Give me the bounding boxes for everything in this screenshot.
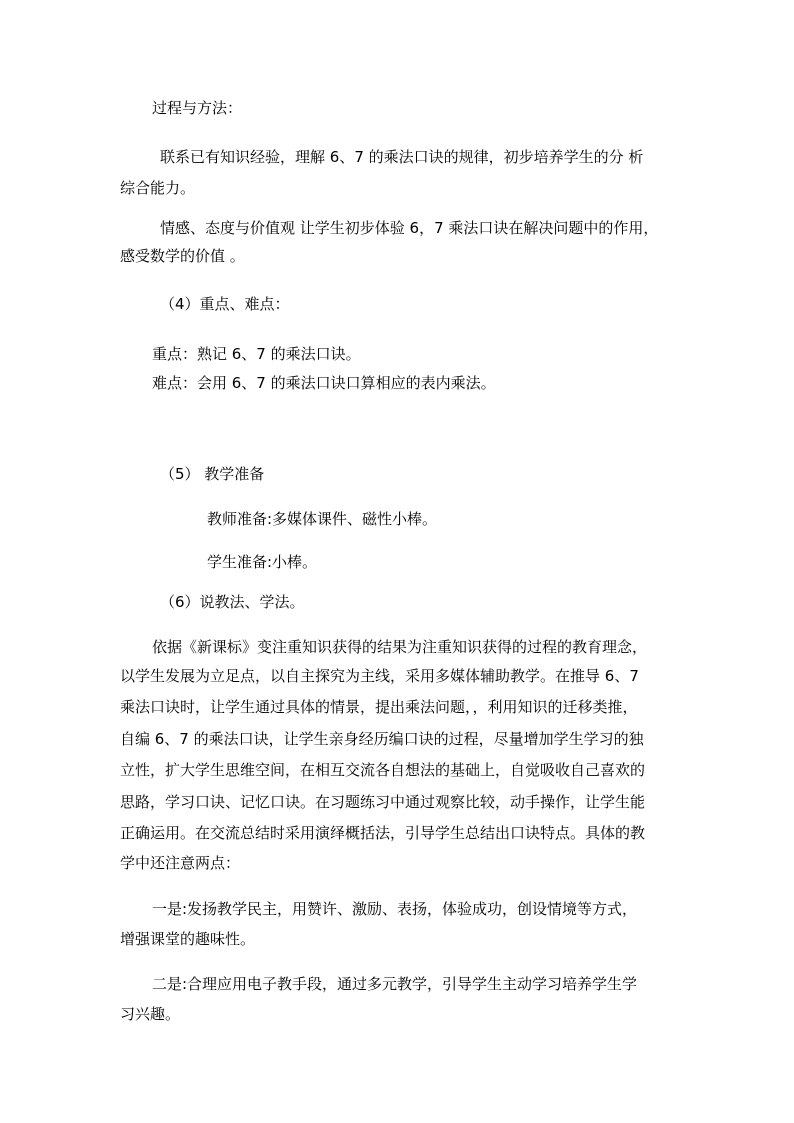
student-prep: 学生准备:小棒。	[207, 553, 318, 571]
emotion-text-line-1: 情感、态度与价值观 让学生初步体验 6，7 乘法口诀在解决问题中的作用，	[160, 219, 659, 237]
method-para-line-3: 乘法口诀时，让学生通过具体的情景，提出乘法问题，，利用知识的迁移类推，	[120, 698, 638, 716]
point-one-line-2: 增强课堂的趣味性。	[120, 930, 256, 948]
point-one-line-1: 一是:发扬教学民主，用赞许、激励、表扬，体验成功，创设情境等方式，	[152, 900, 638, 918]
key-heading: （4）重点、难点：	[160, 295, 290, 313]
method-para-line-4: 自编 6、7 的乘法口诀，让学生亲身经历编口诀的过程，尽量增加学生学习的独	[120, 730, 644, 748]
difficult-point: 难点：会用 6、7 的乘法口诀口算相应的表内乘法。	[152, 374, 496, 392]
key-point: 重点：熟记 6、7 的乘法口诀。	[152, 345, 361, 363]
method-heading: （6）说教法、学法。	[160, 593, 305, 611]
method-para-line-6: 思路，学习口诀、记忆口诀。在习题练习中通过观察比较，动手操作，让学生能	[120, 793, 646, 811]
method-para-line-8: 学中还注意两点：	[120, 854, 241, 872]
method-para-line-2: 以学生发展为立足点，以自主探究为主线，采用多媒体辅助教学。在推导 6、7	[120, 667, 639, 685]
prep-heading: （5） 教学准备	[160, 465, 265, 483]
method-para-line-7: 正确运用。在交流总结时采用演绎概括法，引导学生总结出口诀特点。具体的教	[120, 824, 646, 842]
point-two-line-1: 二是:合理应用电子教手段，通过多元教学，引导学生主动学习培养学生学	[152, 975, 638, 993]
method-para-line-5: 立性，扩大学生思维空间，在相互交流各自想法的基础上，自觉吸收自己喜欢的	[120, 761, 646, 779]
process-text-line-2: 综合能力。	[120, 179, 196, 197]
teacher-prep: 教师准备:多媒体课件、磁性小棒。	[207, 510, 438, 528]
point-two-line-2: 习兴趣。	[120, 1005, 181, 1023]
method-para-line-1: 依据《新课标》变注重知识获得的结果为注重知识获得的过程的教育理念，	[152, 638, 648, 656]
process-text-line-1: 联系已有知识经验，理解 6、7 的乘法口诀的规律，初步培养学生的分 析	[160, 148, 644, 166]
emotion-text-line-2: 感受数学的价值 。	[120, 247, 245, 265]
process-heading: 过程与方法：	[152, 99, 243, 117]
